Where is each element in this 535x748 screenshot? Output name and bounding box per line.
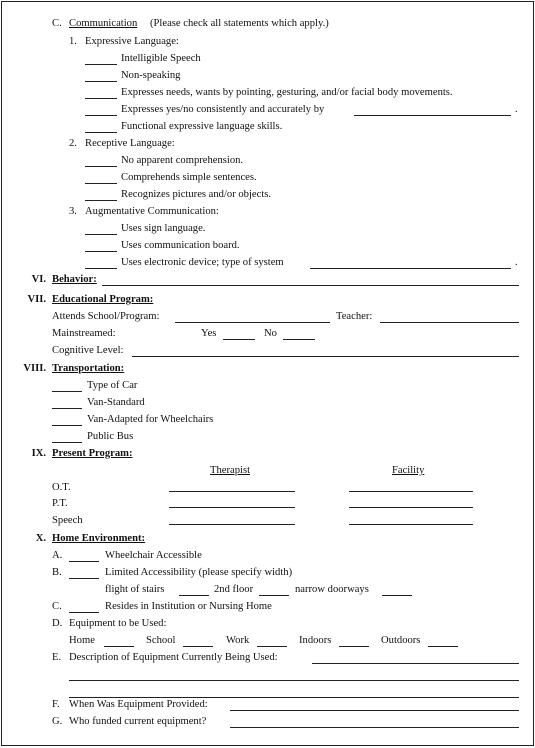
- attends-school-field[interactable]: [175, 322, 330, 323]
- item-intelligible-speech: Intelligible Speech: [121, 53, 201, 64]
- speech-therapist-field[interactable]: [169, 524, 295, 525]
- cognitive-level-field[interactable]: [132, 356, 519, 357]
- mainstreamed-no-field[interactable]: [283, 339, 315, 340]
- home-g-letter: G.: [52, 716, 63, 727]
- electronic-device-type-field[interactable]: [310, 268, 511, 269]
- checkbox-line-van-adapted[interactable]: [52, 425, 82, 426]
- pt-therapist-field[interactable]: [169, 507, 295, 508]
- home-b-letter: B.: [52, 567, 62, 578]
- item-non-speaking: Non-speaking: [121, 70, 181, 81]
- home-b-text: Limited Accessibility (please specify width): [105, 567, 293, 578]
- section-c-title: Communication: [69, 18, 138, 29]
- receptive-num: 2.: [69, 138, 77, 149]
- row-label-pt: P.T.: [52, 498, 68, 509]
- equipment-provided-field[interactable]: [230, 710, 519, 711]
- checkbox-line-no-comprehension[interactable]: [85, 166, 117, 167]
- checkbox-line-public-bus[interactable]: [52, 442, 82, 443]
- expressive-num: 1.: [69, 36, 77, 47]
- checkbox-line-communication-board[interactable]: [85, 251, 117, 252]
- checkbox-line-functional-expressive[interactable]: [85, 132, 117, 133]
- item-communication-board: Uses communication board.: [121, 240, 240, 251]
- home-a-text: Wheelchair Accessible: [105, 550, 202, 561]
- section-c-note: (Please check all statements which apply.): [150, 18, 329, 29]
- home-c-text: Resides in Institution or Nursing Home: [105, 601, 272, 612]
- checkbox-line-institution[interactable]: [69, 612, 99, 613]
- checkbox-line-intelligible-speech[interactable]: [85, 64, 117, 65]
- item-expresses-needs: Expresses needs, wants by pointing, gesturing, and/or facial body movements.: [121, 87, 453, 98]
- checkbox-line-yes-no[interactable]: [85, 115, 117, 116]
- augmentative-num: 3.: [69, 206, 77, 217]
- item-simple-sentences: Comprehends simple sentences.: [121, 172, 257, 183]
- section-c-letter: C.: [52, 18, 62, 29]
- home-f-letter: F.: [52, 699, 60, 710]
- equipment-indoors-label: Indoors: [299, 635, 332, 646]
- attends-school-label: Attends School/Program:: [52, 311, 160, 322]
- home-c-letter: C.: [52, 601, 62, 612]
- home-g-text: Who funded current equipment?: [69, 716, 207, 727]
- mainstreamed-label: Mainstreamed:: [52, 328, 116, 339]
- checkbox-line-expresses-needs[interactable]: [85, 98, 117, 99]
- equipment-home-label: Home: [69, 635, 95, 646]
- home-e-text: Description of Equipment Currently Being Used:: [69, 652, 278, 663]
- item-van-standard: Van-Standard: [87, 397, 145, 408]
- pt-facility-field[interactable]: [349, 507, 473, 508]
- yes-no-method-field[interactable]: [354, 115, 511, 116]
- item-recognizes-pictures: Recognizes pictures and/or objects.: [121, 189, 272, 200]
- ot-facility-field[interactable]: [349, 491, 473, 492]
- item-yes-no: Expresses yes/no consistently and accurately by: [121, 104, 325, 115]
- funded-equipment-field[interactable]: [230, 727, 519, 728]
- ot-therapist-field[interactable]: [169, 491, 295, 492]
- checkbox-line-electronic-device[interactable]: [85, 268, 117, 269]
- item-functional-expressive: Functional expressive language skills.: [121, 121, 283, 132]
- item-van-adapted: Van-Adapted for Wheelchairs: [87, 414, 214, 425]
- column-therapist: Therapist: [210, 465, 251, 476]
- checkbox-line-type-of-car[interactable]: [52, 391, 82, 392]
- section-viii-title: Transportation:: [52, 363, 125, 374]
- checkbox-line-sign-language[interactable]: [85, 234, 117, 235]
- section-viii-num: VIII.: [23, 363, 46, 374]
- section-x-title: Home Environment:: [52, 533, 146, 544]
- equipment-outdoors-label: Outdoors: [381, 635, 421, 646]
- home-a-letter: A.: [52, 550, 63, 561]
- section-ix-title: Present Program:: [52, 448, 133, 459]
- column-facility: Facility: [392, 465, 425, 476]
- speech-facility-field[interactable]: [349, 524, 473, 525]
- assessment-form: [1, 1, 534, 746]
- teacher-label: Teacher:: [336, 311, 373, 322]
- equipment-indoors-field[interactable]: [339, 646, 369, 647]
- checkbox-line-non-speaking[interactable]: [85, 81, 117, 82]
- section-vii-num: VII.: [27, 294, 46, 305]
- item-electronic-device: Uses electronic device; type of system: [121, 257, 284, 268]
- period: .: [515, 257, 518, 268]
- equipment-work-field[interactable]: [257, 646, 287, 647]
- equipment-school-label: School: [146, 635, 176, 646]
- section-vii-title: Educational Program:: [52, 294, 154, 305]
- flight-of-stairs-label: flight of stairs: [105, 584, 165, 595]
- home-e-letter: E.: [52, 652, 62, 663]
- checkbox-line-limited-accessibility[interactable]: [69, 578, 99, 579]
- checkbox-line-van-standard[interactable]: [52, 408, 82, 409]
- section-vi-title: Behavior:: [52, 274, 97, 285]
- home-d-letter: D.: [52, 618, 63, 629]
- home-d-text: Equipment to be Used:: [69, 618, 167, 629]
- flight-of-stairs-field[interactable]: [179, 595, 209, 596]
- mainstreamed-no-label: No: [264, 328, 277, 339]
- section-ix-num: IX.: [31, 448, 46, 459]
- equipment-home-field[interactable]: [104, 646, 134, 647]
- narrow-doorways-label: narrow doorways: [295, 584, 369, 595]
- expressive-title: Expressive Language:: [85, 36, 179, 47]
- mainstreamed-yes-label: Yes: [201, 328, 217, 339]
- augmentative-title: Augmentative Communication:: [85, 206, 219, 217]
- section-x-num: X.: [35, 533, 46, 544]
- item-public-bus: Public Bus: [87, 431, 134, 442]
- checkbox-line-wheelchair-accessible[interactable]: [69, 561, 99, 562]
- row-label-speech: Speech: [52, 515, 83, 526]
- mainstreamed-yes-field[interactable]: [223, 339, 255, 340]
- behavior-field[interactable]: [102, 285, 519, 286]
- equipment-description-field-1[interactable]: [312, 663, 519, 664]
- equipment-work-label: Work: [226, 635, 250, 646]
- checkbox-line-recognizes-pictures[interactable]: [85, 200, 117, 201]
- equipment-outdoors-field[interactable]: [428, 646, 458, 647]
- equipment-description-field-2[interactable]: [69, 680, 519, 681]
- equipment-school-field[interactable]: [183, 646, 213, 647]
- checkbox-line-simple-sentences[interactable]: [85, 183, 117, 184]
- receptive-title: Receptive Language:: [85, 138, 175, 149]
- narrow-doorways-field[interactable]: [382, 595, 412, 596]
- second-floor-field[interactable]: [259, 595, 289, 596]
- section-vi-num: VI.: [31, 274, 46, 285]
- cognitive-level-label: Cognitive Level:: [52, 345, 124, 356]
- equipment-description-field-3[interactable]: [69, 697, 519, 698]
- item-type-of-car: Type of Car: [87, 380, 138, 391]
- home-f-text: When Was Equipment Provided:: [69, 699, 208, 710]
- teacher-field[interactable]: [380, 322, 519, 323]
- period: .: [515, 104, 518, 115]
- item-no-comprehension: No apparent comprehension.: [121, 155, 244, 166]
- row-label-ot: O.T.: [52, 482, 71, 493]
- item-sign-language: Uses sign language.: [121, 223, 206, 234]
- second-floor-label: 2nd floor: [214, 584, 254, 595]
